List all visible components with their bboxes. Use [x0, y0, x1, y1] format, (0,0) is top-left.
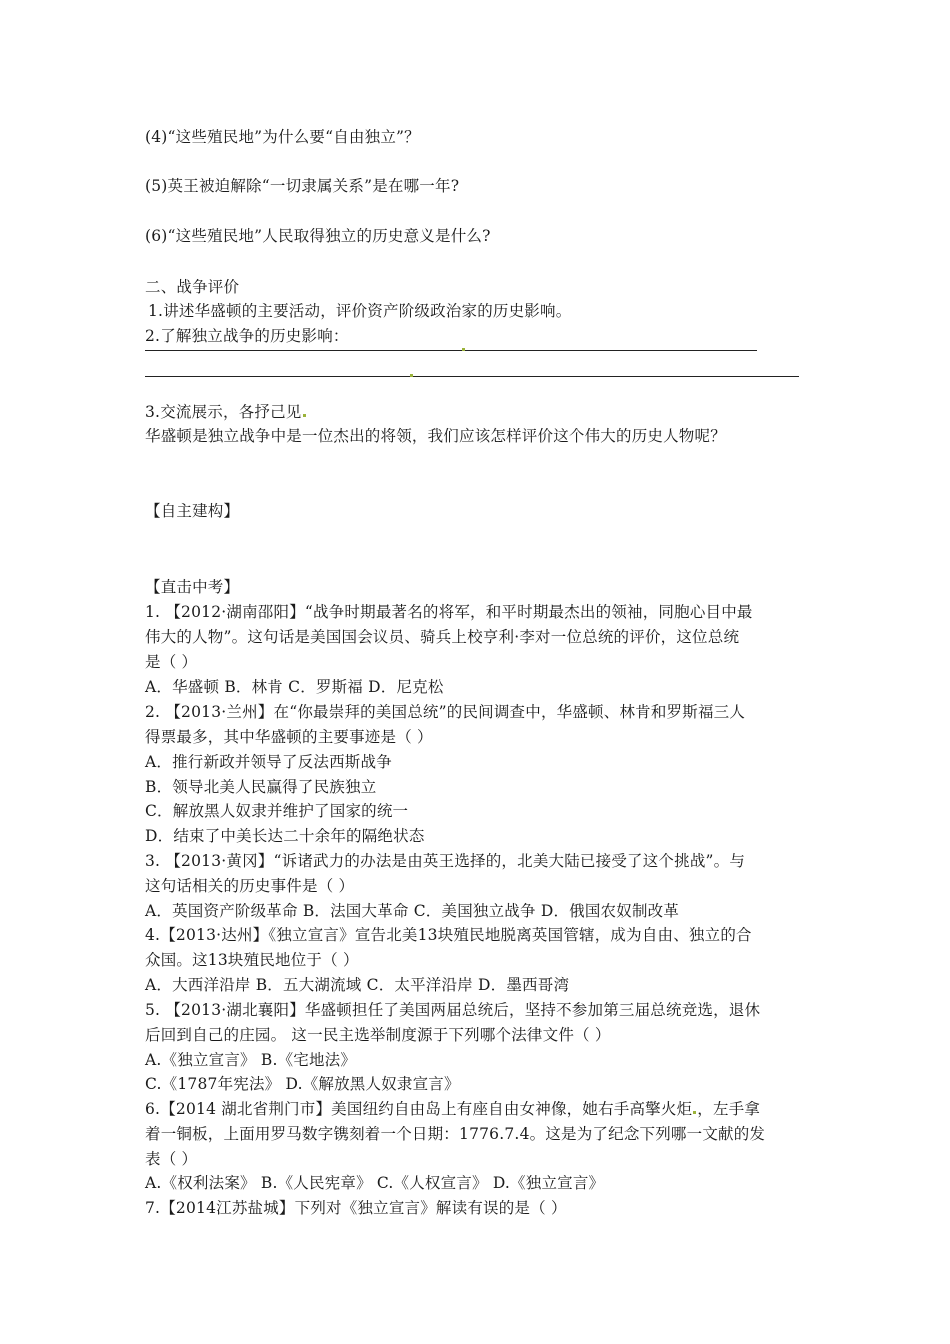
exam-q2-line2: 得票最多，其中华盛顿的主要事迹是（ ） [145, 728, 433, 746]
exam-q5-line2: 后回到自己的庄园。 这一民主选举制度源于下列哪个法律文件（ ） [145, 1026, 611, 1044]
mark-dot [462, 348, 465, 351]
section-heading-exam-practice: 【直击中考】 [145, 578, 240, 596]
exam-q2-option-b: B．领导北美人民赢得了民族独立 [145, 778, 377, 796]
exam-q1-line2: 伟大的人物”。这句话是美国国会议员、骑兵上校亨利·李对一位总统的评价，这位总统 [145, 628, 740, 646]
exam-q5-options-ab: A.《独立宣言》 B.《宅地法》 [145, 1051, 357, 1069]
answer-line [145, 350, 757, 351]
exam-q1-line1: 1. 【2012·湖南邵阳】“战争时期最著名的将军，和平时期最杰出的领袖，同胞心目中最 [145, 603, 753, 621]
exam-q6-line2: 着一铜板，上面用罗马数字镌刻着一个日期：1776.7.4。这是为了纪念下列哪一文献的发 [145, 1125, 766, 1143]
discussion-prompt: 华盛顿是独立战争中是一位杰出的将领，我们应该怎样评价这个伟大的历史人物呢？ [145, 427, 726, 445]
exam-q2-option-c: C．解放黑人奴隶并维护了国家的统一 [145, 802, 409, 820]
exam-q2-line1: 2. 【2013·兰州】在“你最崇拜的美国总统”的民间调查中，华盛顿、林肯和罗斯福三人 [145, 703, 746, 721]
exam-q5-line1: 5. 【2013·湖北襄阳】华盛顿担任了美国两届总统后，坚持不参加第三届总统竞选，退休 [145, 1001, 761, 1019]
exam-q3-line1: 3. 【2013·黄冈】“诉诸武力的办法是由英王选择的，北美大陆已接受了这个挑战”。与 [145, 852, 746, 870]
item-1: 1.讲述华盛顿的主要活动，评价资产阶级政治家的历史影响。 [148, 302, 572, 320]
exam-q1-options: A．华盛顿 B．林肯 C．罗斯福 D．尼克松 [145, 678, 444, 696]
exam-q2-option-a: A．推行新政并领导了反法西斯战争 [145, 753, 392, 771]
exam-q3-options: A．英国资产阶级革命 B．法国大革命 C．美国独立战争 D．俄国农奴制改革 [145, 902, 680, 920]
exam-q5-options-cd: C.《1787年宪法》 D.《解放黑人奴隶宣言》 [145, 1075, 460, 1093]
question-6: (6)“这些殖民地”人民取得独立的历史意义是什么? [145, 227, 491, 245]
answer-line [145, 376, 799, 377]
section-heading-war-evaluation: 二、战争评价 [145, 278, 240, 296]
item-2: 2.了解独立战争的历史影响： [145, 327, 349, 345]
exam-q7-line1: 7.【2014江苏盐城】下列对《独立宣言》解读有误的是（ ） [145, 1199, 567, 1217]
exam-q1-line3: 是（ ） [145, 653, 198, 671]
exam-q6-line1: 6.【2014 湖北省荆门市】美国纽约自由岛上有座自由女神像，她右手高擎火炬 ，左手拿 [145, 1100, 761, 1118]
mark-dot [693, 1111, 696, 1114]
question-5: (5)英王被迫解除“一切隶属关系”是在哪一年? [145, 177, 460, 195]
mark-dot [303, 414, 306, 417]
section-heading-self-construction: 【自主建构】 [145, 502, 240, 520]
item-3: 3.交流展示，各抒己见 [145, 401, 306, 423]
exam-q6-line3: 表（ ） [145, 1150, 198, 1168]
exam-q3-line2: 这句话相关的历史事件是（ ） [145, 877, 355, 895]
question-4: (4)“这些殖民地”为什么要“自由独立”？ [145, 128, 420, 146]
exam-q6-options: A.《权利法案》 B.《人民宪章》 C.《人权宣言》 D.《独立宣言》 [145, 1174, 605, 1192]
exam-q4-options: A．大西洋沿岸 B．五大湖流域 C．太平洋沿岸 D．墨西哥湾 [145, 976, 570, 994]
mark-dot [410, 374, 413, 377]
exam-q2-option-d: D．结束了中美长达二十余年的隔绝状态 [145, 827, 425, 845]
exam-q4-line1: 4.【2013·达州】《独立宣言》宣告北美13块殖民地脱离英国管辖，成为自由、独立的合 [145, 926, 752, 944]
exam-q4-line2: 众国。这13块殖民地位于（ ） [145, 951, 359, 969]
